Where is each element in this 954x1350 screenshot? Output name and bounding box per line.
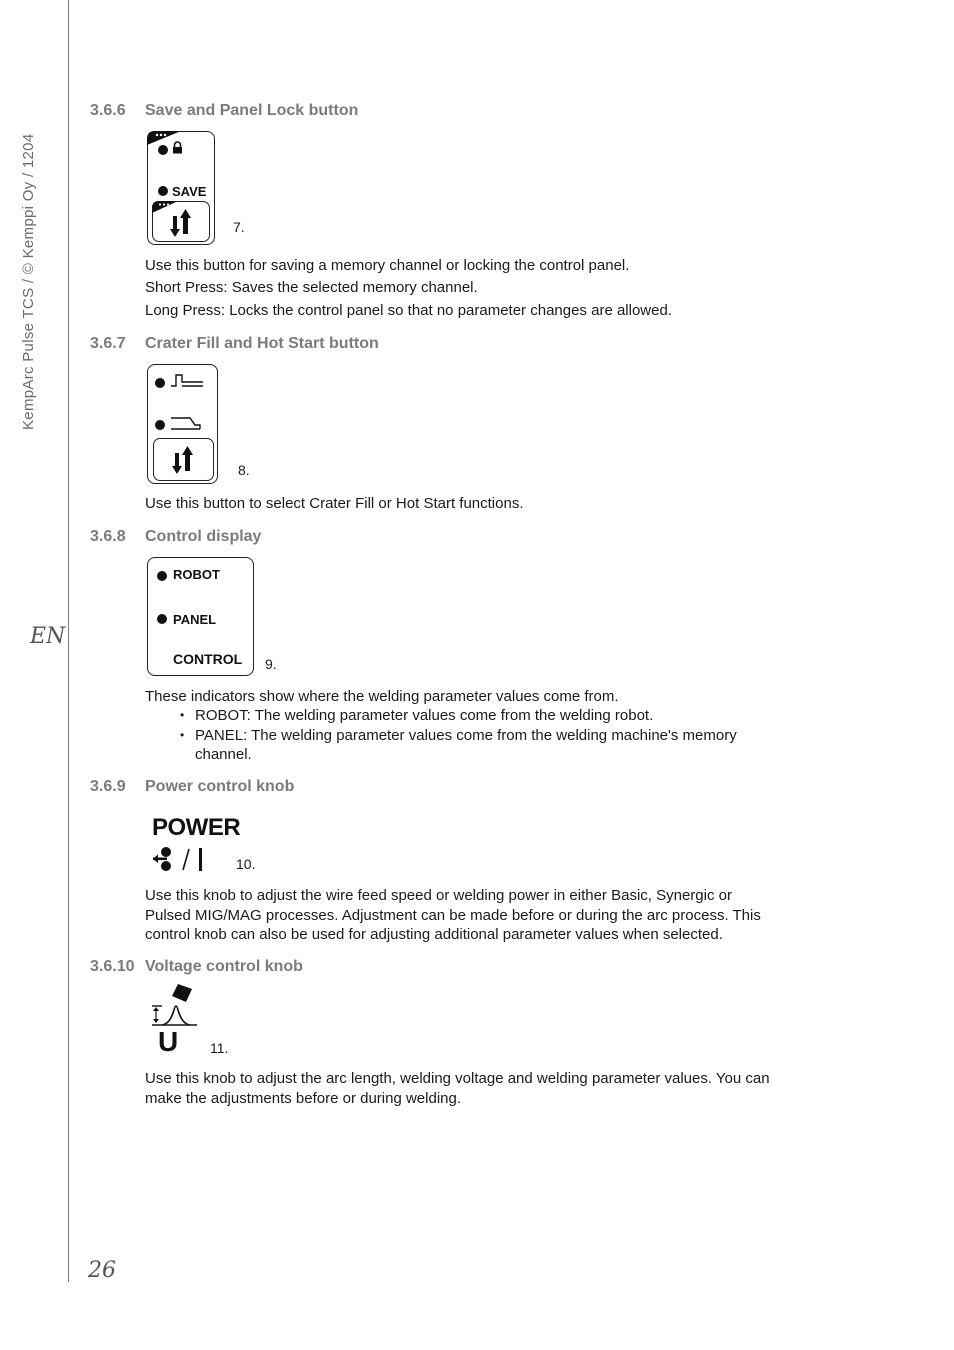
section-body	[145, 494, 524, 514]
save-inner-button[interactable]	[152, 201, 210, 242]
crater-fill-icon	[170, 373, 204, 389]
figure-label: 10.	[236, 856, 256, 872]
section-number: 3.6.10	[90, 958, 135, 975]
robot-label: ROBOT	[173, 567, 220, 582]
paragraph: Use this button for saving a memory channel or locking the control panel.	[145, 257, 630, 274]
section-number: 3.6.8	[90, 528, 126, 545]
lock-indicator-led	[158, 145, 168, 155]
figure-label: 9.	[265, 656, 277, 672]
panel-indicator-led	[157, 614, 167, 624]
wire-feed-icon	[153, 847, 171, 871]
paragraph: make the adjustments before or during welding.	[145, 1089, 462, 1107]
save-lock-button-figure	[147, 131, 215, 245]
panel-label: PANEL	[173, 612, 217, 627]
section-title: Save and Panel Lock button	[145, 102, 359, 119]
section-title: Power control knob	[145, 778, 295, 795]
section-body	[145, 886, 761, 945]
figure-label: 11.	[210, 1040, 229, 1056]
section-title: Crater Fill and Hot Start button	[145, 335, 379, 352]
paragraph: These indicators show where the welding parameter values come from.	[145, 688, 619, 705]
paragraph: Long Press: Locks the control panel so that no parameter changes are allowed.	[145, 301, 672, 319]
robot-indicator-led	[157, 571, 167, 581]
power-label: POWER	[152, 814, 241, 841]
paragraph: Use this button to select Crater Fill or Hot Start functions.	[145, 495, 524, 512]
control-label: CONTROL	[173, 651, 243, 667]
bullet-list	[180, 706, 755, 765]
crater-fill-indicator-led	[155, 378, 165, 388]
sidebar-doc-title: KempArc Pulse TCS / © Kemppi Oy / 1204	[20, 133, 37, 430]
arc-length-icon	[150, 984, 200, 1028]
paragraph: Pulsed MIG/MAG processes. Adjustment can be made before or during the arc process. This	[145, 906, 761, 924]
hot-start-indicator-led	[155, 420, 165, 430]
up-down-arrows-icon	[170, 208, 194, 238]
paragraph: control knob can also be used for adjusting additional parameter values when selected.	[145, 926, 723, 943]
save-indicator-led	[158, 186, 168, 196]
page-number: 26	[88, 1258, 116, 1283]
section-number: 3.6.6	[90, 102, 126, 119]
figure-label: 8.	[238, 462, 250, 478]
sidebar-divider	[68, 0, 69, 1282]
list-item: • ROBOT: The welding parameter values come from the welding robot.	[180, 706, 755, 726]
section-body	[145, 256, 672, 320]
hot-start-icon	[170, 415, 204, 431]
section-number: 3.6.7	[90, 335, 126, 352]
section-body	[145, 1069, 770, 1108]
control-display-figure	[147, 557, 254, 676]
wire-feed-current-icons	[153, 846, 211, 874]
language-tag: EN	[30, 624, 66, 649]
figure-label: 7.	[233, 219, 245, 235]
voltage-symbol: U	[158, 1026, 179, 1057]
save-label: SAVE	[172, 184, 207, 199]
section-title: Control display	[145, 528, 262, 545]
crater-fill-inner-button[interactable]	[153, 438, 214, 481]
list-item-continuation: channel.	[195, 746, 252, 763]
paragraph: Use this knob to adjust the arc length, welding voltage and welding parameter values. You can	[145, 1070, 770, 1087]
list-item: • PANEL: The welding parameter values come from the welding machine's memory	[180, 726, 755, 746]
current-icon	[199, 848, 202, 871]
paragraph: Short Press: Saves the selected memory channel.	[145, 279, 478, 296]
crater-fill-button-figure	[147, 364, 218, 484]
slash-separator	[183, 849, 189, 870]
paragraph: Use this knob to adjust the wire feed speed or welding power in either Basic, Synergic or	[145, 887, 732, 904]
up-down-arrows-icon	[172, 445, 196, 475]
section-body	[145, 687, 619, 707]
section-title: Voltage control knob	[145, 958, 303, 975]
section-number: 3.6.9	[90, 778, 126, 795]
lock-icon	[172, 141, 183, 154]
